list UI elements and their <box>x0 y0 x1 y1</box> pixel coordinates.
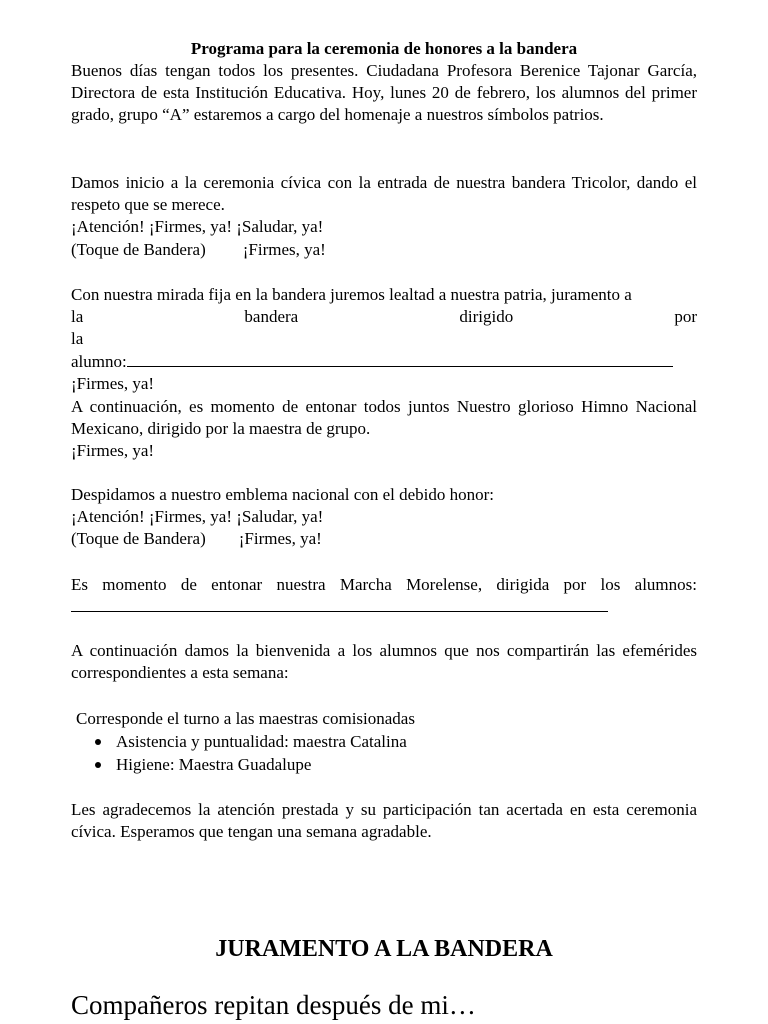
marcha-line-1: Es momento de entonar nuestra Marcha Morelense, dirigida por los alumnos: <box>71 575 697 594</box>
entrada-toque-line <box>71 239 697 261</box>
despedida-command: ¡Atención! ¡Firmes, ya! ¡Saludar, ya! <box>71 507 324 527</box>
list-item: Asistencia y puntualidad: maestra Catalina <box>116 730 697 753</box>
marcha-section <box>71 574 697 618</box>
juramento-heading: JURAMENTO A LA BANDERA <box>215 936 553 962</box>
list-item: Higiene: Maestra Guadalupe <box>116 753 697 776</box>
companeros-line: Compañeros repitan después de mi… <box>71 990 476 1020</box>
himno-section <box>71 396 697 463</box>
alumno-blank-line <box>127 352 673 367</box>
himno-firmes: ¡Firmes, ya! <box>71 441 155 461</box>
juramento-section <box>71 284 697 395</box>
juramento-line-2 <box>71 306 697 350</box>
marcha-blank-line <box>71 597 608 612</box>
alumno-label: alumno: <box>71 351 127 371</box>
entrada-firmes: ¡Firmes, ya! <box>242 239 326 259</box>
juramento-firmes: ¡Firmes, ya! <box>71 373 155 393</box>
despedida-toque: (Toque de Bandera) <box>71 529 206 549</box>
entrada-toque: (Toque de Bandera) <box>71 239 206 259</box>
juramento-line-2-text: la bandera dirigido por la <box>71 307 697 349</box>
himno-paragraph: A continuación, es momento de entonar todos juntos Nuestro glorioso Himno Nacional Mexicano, dirigido por la maestra de grupo. <box>71 397 697 439</box>
juramento-line-1: Con nuestra mirada fija en la bandera juremos lealtad a nuestra patria, juramento a <box>71 285 632 304</box>
juramento-line-3 <box>71 351 697 373</box>
entrada-section <box>71 172 697 261</box>
entrada-paragraph: Damos inicio a la ceremonia cívica con la entrada de nuestra bandera Tricolor, dando el respeto que se merece. <box>71 173 697 215</box>
cierre-paragraph: Les agradecemos la atención prestada y su participación tan acertada en esta ceremonia cívica. Esperamos que tengan una semana agradable. <box>71 800 697 842</box>
intro-paragraph: Buenos días tengan todos los presentes. Ciudadana Profesora Berenice Tajonar García, Directora de esta Institución Educativa. Hoy, lunes 20 de febrero, los alumnos del primer grado, grupo “A” estaremos a cargo del homenaje a nuestros símbolos patrios. <box>71 61 697 125</box>
entrada-command: ¡Atención! ¡Firmes, ya! ¡Saludar, ya! <box>71 217 324 237</box>
despedida-firmes: ¡Firmes, ya! <box>238 529 322 549</box>
comisiones-section <box>71 707 697 776</box>
despedida-toque-line <box>71 528 697 550</box>
despedida-section <box>71 484 697 551</box>
comisiones-list <box>71 730 697 776</box>
marcha-line-2 <box>71 596 697 618</box>
program-title: Programa para la ceremonia de honores a la bandera <box>190 39 578 58</box>
efemerides-paragraph: A continuación damos la bienvenida a los alumnos que nos compartirán las efemérides correspondientes a esta semana: <box>71 641 697 683</box>
despedida-paragraph: Despidamos a nuestro emblema nacional con el debido honor: <box>71 485 494 504</box>
comisiones-intro: Corresponde el turno a las maestras comisionadas <box>76 709 415 728</box>
